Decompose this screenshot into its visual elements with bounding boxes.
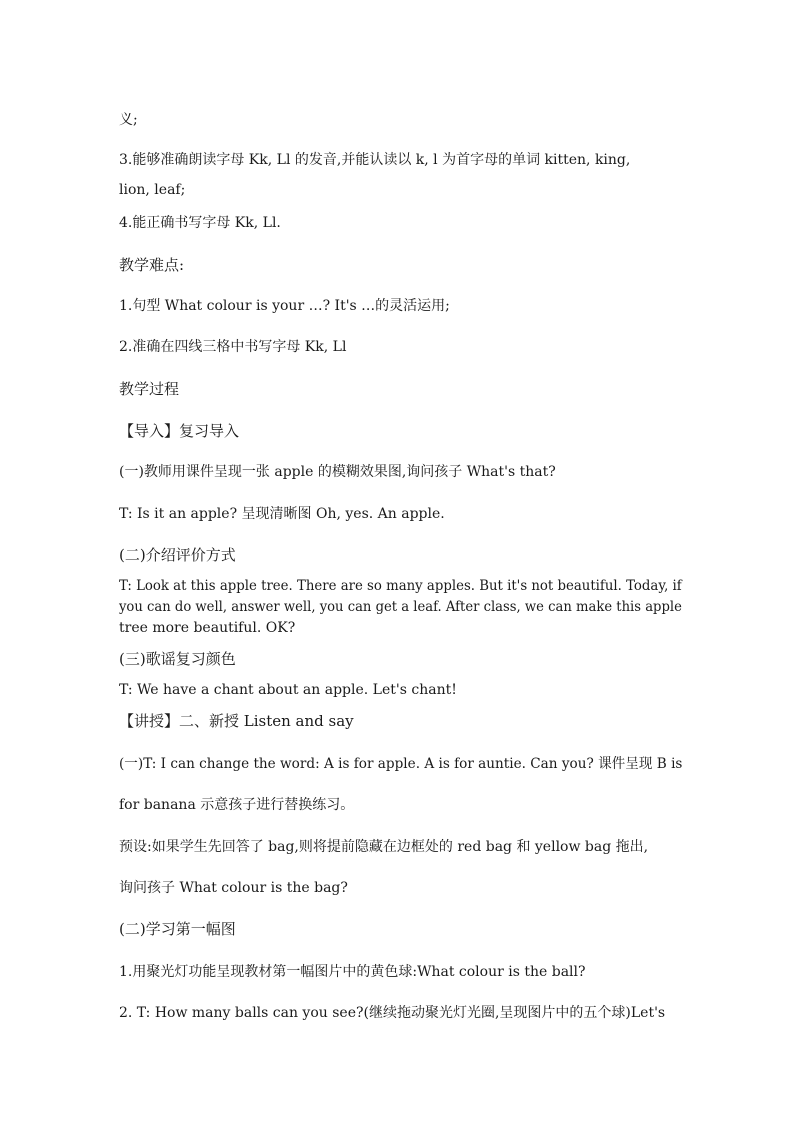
text-line: T: Look at this apple tree. There are so many apples. But it's not beautiful. Today, if: [119, 578, 682, 594]
text-line: 义;: [119, 112, 138, 128]
section-heading: 教学过程: [119, 380, 180, 398]
text-line: 3.能够准确朗读字母 Kk, Ll 的发音,并能认读以 k, l 为首字母的单词 kitten, king,: [119, 152, 631, 168]
section-heading: (二)介绍评价方式: [119, 546, 236, 564]
text-line: 询问孩子 What colour is the bag?: [119, 880, 348, 896]
text-line: 4.能正确书写字母 Kk, Ll.: [119, 215, 281, 231]
text-line: you can do well, answer well, you can get a leaf. After class, we can make this apple: [119, 599, 682, 615]
text-line: 2.准确在四线三格中书写字母 Kk, Ll: [119, 339, 347, 355]
text-line: 预设:如果学生先回答了 bag,则将提前隐藏在边框处的 red bag 和 yellow bag 拖出,: [119, 839, 649, 855]
text-line: lion, leaf;: [119, 182, 186, 198]
text-line: (一)T: I can change the word: A is for apple. A is for auntie. Can you? 课件呈现 B is: [119, 756, 683, 772]
text-line: 1.用聚光灯功能呈现教材第一幅图片中的黄色球:What colour is the ball?: [119, 964, 586, 980]
text-line: T: Is it an apple? 呈现清晰图 Oh, yes. An apple.: [119, 506, 445, 522]
text-line: (一)教师用课件呈现一张 apple 的模糊效果图,询问孩子 What's that?: [119, 464, 556, 480]
section-heading: 教学难点:: [119, 256, 185, 274]
text-line: tree more beautiful. OK?: [119, 620, 296, 636]
section-heading: (三)歌谣复习颜色: [119, 650, 236, 668]
text-line: for banana 示意孩子进行替换练习。: [119, 797, 355, 813]
text-line: 2. T: How many balls can you see?(继续拖动聚光灯光圈,呈现图片中的五个球)Let's: [119, 1005, 666, 1021]
section-heading: 【导入】复习导入: [119, 422, 240, 440]
text-line: T: We have a chant about an apple. Let's chant!: [119, 682, 457, 698]
section-heading: 【讲授】二、新授 Listen and say: [119, 712, 354, 730]
section-heading: (二)学习第一幅图: [119, 920, 236, 938]
text-line: 1.句型 What colour is your …? It's …的灵活运用;: [119, 298, 450, 314]
